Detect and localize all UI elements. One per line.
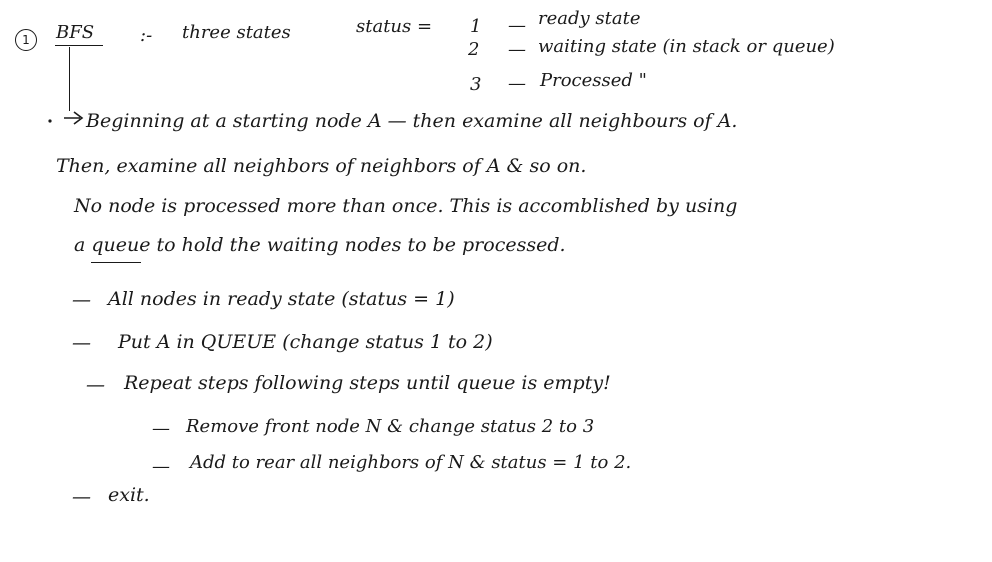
section-number-badge: 1 (15, 29, 37, 51)
step-item-2: Put A in QUEUE (change status 1 to 2) (118, 331, 493, 353)
queue-underline (91, 262, 141, 263)
state-dash-3: — (508, 73, 526, 94)
step-dash-2: — (72, 332, 91, 354)
state-code-2: 2 (468, 39, 480, 60)
substep-item-2: Add to rear all neighbors of N & status = 1 to 2. (190, 452, 632, 473)
body-line-1: Beginning at a starting node A — then examine all neighbours of A. (86, 110, 738, 132)
state-dash-1: — (508, 15, 526, 36)
step-dash-1: — (72, 289, 91, 311)
final-dash: — (72, 486, 91, 508)
body-line-2: Then, examine all neighbors of neighbors of A & so on. (56, 155, 587, 177)
body-line-3: No node is processed more than once. This is accomblished by using (74, 195, 738, 217)
state-code-3: 3 (470, 74, 482, 95)
substep-dash-1: — (152, 418, 170, 439)
section-title: BFS (56, 22, 95, 43)
header-separator: :- (140, 25, 153, 46)
margin-dot-icon (48, 119, 51, 122)
step-dash-3: — (86, 374, 105, 396)
step-item-1: All nodes in ready state (status = 1) (108, 288, 455, 310)
arrow-head-icon (64, 112, 82, 124)
final-step: exit. (108, 484, 150, 506)
header-intro: three states (182, 22, 291, 43)
substep-item-1: Remove front node N & change status 2 to 3 (186, 416, 595, 437)
state-description-2: waiting state (in stack or queue) (538, 36, 835, 57)
body-line-4: a queue to hold the waiting nodes to be processed. (74, 234, 566, 256)
state-description-3: Processed " (540, 70, 647, 91)
state-code-1: 1 (470, 16, 482, 37)
status-label: status = (356, 16, 433, 37)
state-dash-2: — (508, 39, 526, 60)
step-item-3: Repeat steps following steps until queue is empty! (124, 372, 611, 394)
state-description-1: ready state (538, 8, 641, 29)
substep-dash-2: — (152, 456, 170, 477)
